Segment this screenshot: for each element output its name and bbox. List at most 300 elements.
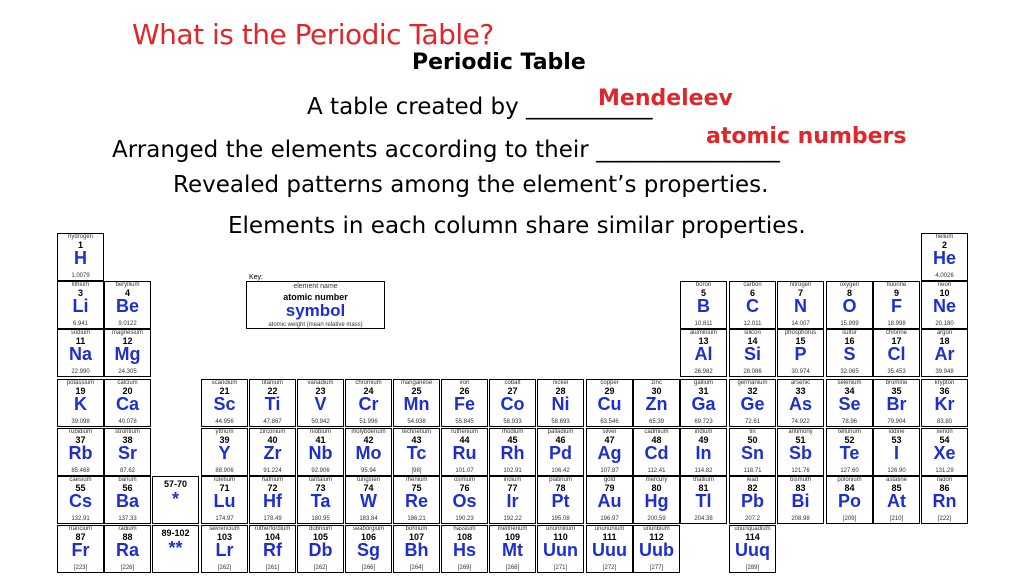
element-cell-te (826, 428, 873, 476)
atomic-number: 49 (698, 435, 709, 445)
element-cell-cd (633, 428, 680, 476)
atomic-weight: 10.811 (694, 321, 713, 327)
element-symbol: As (788, 394, 812, 414)
atomic-weight: 72.61 (744, 419, 760, 425)
element-name: iron (459, 380, 470, 386)
atomic-number: 36 (939, 386, 950, 396)
element-cell-c (729, 281, 776, 329)
atomic-number: 107 (408, 532, 425, 542)
atomic-number: 45 (507, 435, 518, 445)
atomic-weight: [266] (361, 565, 376, 571)
element-name: tellurium (838, 429, 861, 435)
atomic-number: 42 (363, 435, 374, 445)
element-name: ununnilium (545, 526, 576, 532)
atomic-weight: [271] (553, 565, 568, 571)
element-symbol: Uun (543, 540, 578, 560)
atomic-number: 80 (651, 483, 662, 493)
atomic-weight: 137.33 (118, 516, 137, 522)
element-name: bromine (885, 380, 908, 386)
atomic-number: 14 (747, 336, 758, 346)
element-symbol: Rn (932, 491, 957, 511)
atomic-number: 20 (122, 386, 133, 396)
element-name: polonium (837, 477, 862, 483)
element-symbol: Br (886, 394, 907, 414)
element-symbol: Au (597, 491, 622, 511)
element-cell-ta (297, 476, 344, 524)
atomic-weight: 54.938 (407, 419, 426, 425)
actinide-range: 89-102 (161, 528, 190, 538)
element-symbol: N (794, 296, 807, 316)
atomic-number: 78 (555, 483, 566, 493)
element-cell-ar (921, 329, 968, 377)
atomic-number: 22 (267, 386, 278, 396)
element-name: rubidium (68, 429, 92, 435)
element-symbol: Hg (644, 491, 669, 511)
element-name: boron (695, 282, 712, 288)
element-cell-n (777, 281, 824, 329)
element-cell-hs (441, 525, 488, 573)
element-symbol: V (314, 394, 327, 414)
element-name: lead (746, 477, 759, 483)
atomic-weight: 74.922 (791, 419, 810, 425)
element-symbol: Bh (404, 540, 429, 560)
atomic-number: 87 (75, 532, 86, 542)
element-name: astatine (885, 477, 907, 483)
element-name: nickel (552, 380, 569, 386)
atomic-number: 82 (747, 483, 758, 493)
atomic-number: 106 (360, 532, 377, 542)
element-symbol: Ni (551, 394, 570, 414)
element-symbol: Be (115, 296, 139, 316)
atomic-weight: [264] (409, 565, 424, 571)
element-name: manganese (400, 380, 433, 386)
element-symbol: Sr (117, 443, 137, 463)
bullet-columns: Elements in each column share similar properties. (228, 213, 806, 239)
atomic-number: 43 (411, 435, 422, 445)
atomic-weight: 192.22 (503, 516, 522, 522)
element-name: phosphorus (784, 330, 817, 336)
atomic-number: 74 (363, 483, 374, 493)
element-cell-ca (104, 379, 151, 427)
element-cell-lr (201, 525, 248, 573)
element-name: calcium (117, 380, 138, 386)
atomic-weight: 114.82 (694, 468, 713, 474)
element-cell-br (873, 379, 920, 427)
atomic-weight: 85.468 (71, 468, 90, 474)
answer-mendeleev: Mendeleev (598, 86, 733, 111)
element-symbol: F (891, 296, 902, 316)
element-cell-uuu (586, 525, 633, 573)
element-symbol: Xe (933, 443, 956, 463)
element-name: ununbium (643, 526, 670, 532)
lanthanide-range: 57-70 (163, 479, 188, 489)
element-symbol: In (695, 443, 712, 463)
atomic-number: 16 (844, 336, 855, 346)
atomic-weight: 30.974 (791, 369, 810, 375)
element-symbol: Ba (115, 491, 139, 511)
atomic-number: 55 (75, 483, 86, 493)
element-name: rhodium (501, 429, 524, 435)
element-symbol: At (887, 491, 906, 511)
atomic-number: 27 (507, 386, 518, 396)
element-cell-k (57, 379, 104, 427)
atomic-weight: 12.011 (743, 321, 762, 327)
element-cell-uuq (729, 525, 776, 573)
element-name: silver (602, 429, 617, 435)
element-symbol: Os (452, 491, 477, 511)
element-cell-in (680, 428, 727, 476)
atomic-number: 41 (315, 435, 326, 445)
element-symbol: C (746, 296, 759, 316)
element-name: ununquadium (734, 526, 771, 532)
atomic-number: 81 (698, 483, 709, 493)
atomic-number: 108 (456, 532, 473, 542)
atomic-number: 34 (844, 386, 855, 396)
bullet-patterns: Revealed patterns among the element’s properties. (173, 172, 769, 198)
element-cell-ga (680, 379, 727, 427)
element-symbol: Mg (114, 344, 141, 364)
element-cell-p (777, 329, 824, 377)
element-symbol: Ge (740, 394, 765, 414)
element-symbol: Ga (691, 394, 716, 414)
atomic-weight: [277] (649, 565, 664, 571)
key-symbol: symbol (285, 301, 346, 320)
atomic-number: 21 (219, 386, 230, 396)
atomic-number: 56 (122, 483, 133, 493)
atomic-weight: 47.867 (263, 419, 282, 425)
atomic-number: 112 (649, 532, 664, 542)
element-name: arsenic (790, 380, 811, 386)
atomic-weight: 39.948 (935, 369, 954, 375)
element-name: ruthenium (451, 429, 478, 435)
atomic-weight: [272] (602, 565, 617, 571)
element-cell-li (57, 281, 104, 329)
element-cell-bi (777, 476, 824, 524)
atomic-number: 5 (700, 288, 706, 298)
element-symbol: Ca (115, 394, 139, 414)
element-symbol: P (794, 344, 807, 364)
element-symbol: Sg (356, 540, 380, 560)
element-symbol: Uub (639, 540, 674, 560)
element-cell-hg (633, 476, 680, 524)
element-name: hassium (453, 526, 476, 532)
atomic-weight: 39.098 (71, 419, 90, 425)
atomic-number: 48 (651, 435, 662, 445)
element-name: strontium (115, 429, 140, 435)
atomic-weight: 51.996 (359, 419, 378, 425)
element-name: indium (694, 429, 713, 435)
element-name: sodium (70, 330, 91, 336)
atomic-weight: 65.39 (648, 419, 664, 425)
atomic-weight: 132.91 (71, 516, 90, 522)
element-symbol: Ru (452, 443, 477, 463)
atomic-number: 47 (604, 435, 615, 445)
atomic-weight: [222] (937, 516, 952, 522)
element-name: seaborgium (352, 526, 385, 532)
atomic-number: 51 (795, 435, 806, 445)
element-name: lawrencium (209, 526, 240, 532)
bullet-arranged: Arranged the elements according to their ________________ (112, 137, 781, 163)
element-symbol: Sc (213, 394, 236, 414)
element-name: tantalum (308, 477, 332, 483)
element-symbol: O (842, 296, 857, 316)
element-cell-b (680, 281, 727, 329)
atomic-weight: 28.086 (743, 369, 762, 375)
element-cell-pd (537, 428, 584, 476)
element-name: radon (936, 477, 953, 483)
atomic-number: 28 (555, 386, 566, 396)
element-symbol: Fe (453, 394, 475, 414)
element-symbol: He (932, 248, 956, 268)
atomic-number: 54 (939, 435, 950, 445)
element-symbol: Ar (934, 344, 955, 364)
element-name: beryllium (115, 282, 140, 288)
atomic-number: 31 (698, 386, 709, 396)
element-name: radium (118, 526, 137, 532)
actinide-marker (152, 525, 199, 573)
element-name: argon (936, 330, 953, 336)
atomic-weight: 91.224 (263, 468, 282, 474)
element-name: francium (68, 526, 92, 532)
element-name: tungsten (356, 477, 381, 483)
atomic-number: 29 (604, 386, 615, 396)
element-name: cadmium (644, 429, 669, 435)
element-symbol: Ti (264, 394, 281, 414)
atomic-weight: 204.38 (694, 516, 713, 522)
element-symbol: Te (839, 443, 860, 463)
atomic-number: 39 (219, 435, 230, 445)
atomic-weight: 106.42 (551, 468, 570, 474)
atomic-weight: [210] (889, 516, 904, 522)
element-name: zirconium (259, 429, 286, 435)
atomic-weight: 55.845 (455, 419, 474, 425)
element-cell-bh (393, 525, 440, 573)
element-cell-al (680, 329, 727, 377)
element-symbol: Cs (68, 491, 92, 511)
atomic-weight: 58.933 (503, 419, 522, 425)
element-cell-h (57, 233, 104, 281)
element-symbol: I (893, 443, 899, 463)
atomic-weight: 32.065 (840, 369, 859, 375)
element-name: titanium (261, 380, 283, 386)
element-cell-y (201, 428, 248, 476)
atomic-weight: 195.08 (551, 516, 570, 522)
atomic-number: 9 (893, 288, 899, 298)
atomic-number: 103 (216, 532, 233, 542)
element-cell-sg (345, 525, 392, 573)
element-cell-kr (921, 379, 968, 427)
element-name: meitnerium (497, 526, 528, 532)
element-cell-ti (249, 379, 296, 427)
element-cell-se (826, 379, 873, 427)
atomic-weight: 102.91 (503, 468, 522, 474)
element-name: germanium (737, 380, 768, 386)
atomic-weight: 44.956 (215, 419, 234, 425)
element-symbol: Pd (548, 443, 572, 463)
element-symbol: Pb (740, 491, 764, 511)
atomic-weight: [223] (73, 565, 88, 571)
element-cell-sb (777, 428, 824, 476)
element-symbol: Mo (355, 443, 382, 463)
element-name: potassium (66, 380, 95, 386)
element-cell-rf (249, 525, 296, 573)
atomic-weight: 88.906 (215, 468, 234, 474)
element-symbol: Db (308, 540, 333, 560)
atomic-weight: 50.942 (311, 419, 330, 425)
element-name: rhenium (405, 477, 428, 483)
atomic-number: 30 (651, 386, 662, 396)
atomic-weight: 92.906 (311, 468, 330, 474)
element-cell-cs (57, 476, 104, 524)
element-symbol: Ne (932, 296, 956, 316)
atomic-number: 105 (312, 532, 329, 542)
element-cell-rb (57, 428, 104, 476)
element-cell-ba (104, 476, 151, 524)
atomic-weight: 22.990 (71, 369, 90, 375)
element-cell-cu (586, 379, 633, 427)
atomic-weight: 131.29 (935, 468, 954, 474)
atomic-weight: 24.305 (118, 369, 137, 375)
atomic-number: 38 (122, 435, 133, 445)
atomic-number: 72 (267, 483, 278, 493)
element-name: yttrium (215, 429, 234, 435)
atomic-weight: 207.2 (744, 516, 760, 522)
element-name: cobalt (504, 380, 521, 386)
element-symbol: Bi (791, 491, 810, 511)
element-cell-i (873, 428, 920, 476)
element-cell-mn (393, 379, 440, 427)
atomic-number: 104 (264, 532, 281, 542)
element-name: silicon (744, 330, 761, 336)
element-cell-o (826, 281, 873, 329)
element-name: oxygen (839, 282, 860, 288)
element-cell-na (57, 329, 104, 377)
atomic-number: 85 (891, 483, 902, 493)
atomic-number: 13 (698, 336, 709, 346)
atomic-weight: 178.49 (263, 516, 282, 522)
atomic-number: 2 (941, 240, 947, 250)
element-cell-ru (441, 428, 488, 476)
element-cell-mo (345, 428, 392, 476)
element-name: antimony (788, 429, 813, 435)
atomic-number: 84 (844, 483, 855, 493)
atomic-weight: [261] (265, 565, 280, 571)
atomic-weight: 200.59 (647, 516, 666, 522)
atomic-number: 83 (795, 483, 806, 493)
atomic-number: 26 (459, 386, 470, 396)
element-name: palladium (547, 429, 574, 435)
atomic-weight: 20.180 (935, 321, 954, 327)
atomic-number: 15 (795, 336, 806, 346)
element-symbol: Rf (263, 540, 282, 560)
atomic-number: 73 (315, 483, 326, 493)
element-symbol: Sn (740, 443, 764, 463)
atomic-weight: 186.21 (407, 516, 426, 522)
atomic-number: 25 (411, 386, 422, 396)
key-label: Key: (249, 274, 264, 281)
element-symbol: Ir (506, 491, 519, 511)
element-symbol: Cu (597, 394, 622, 414)
element-cell-fr (57, 525, 104, 573)
element-name: chlorine (885, 330, 907, 336)
element-cell-sr (104, 428, 151, 476)
element-symbol: K (74, 394, 87, 414)
actinide-asterisk: ** (168, 538, 183, 558)
element-cell-mg (104, 329, 151, 377)
atomic-number: 40 (267, 435, 278, 445)
element-cell-rn (921, 476, 968, 524)
element-cell-ne (921, 281, 968, 329)
element-symbol: Lu (213, 491, 236, 511)
element-name: sulfur (842, 330, 857, 336)
element-symbol: Uuq (735, 540, 770, 560)
element-cell-lu (201, 476, 248, 524)
element-cell-ge (729, 379, 776, 427)
answer-atomic-numbers: atomic numbers (706, 124, 907, 149)
element-cell-cr (345, 379, 392, 427)
element-name: lithium (71, 282, 90, 288)
element-cell-as (777, 379, 824, 427)
element-symbol: Lr (215, 540, 234, 560)
element-name: fluorine (886, 282, 907, 288)
atomic-number: 114 (745, 532, 760, 542)
key-atomic-number: atomic number (283, 292, 348, 302)
atomic-number: 52 (844, 435, 855, 445)
atomic-weight: 4.0026 (935, 273, 954, 279)
atomic-number: 76 (459, 483, 470, 493)
element-cell-nb (297, 428, 344, 476)
element-name: nitrogen (789, 282, 812, 288)
atomic-weight: 180.95 (311, 516, 330, 522)
atomic-number: 35 (891, 386, 902, 396)
atomic-weight: 26.982 (694, 369, 713, 375)
element-cell-au (586, 476, 633, 524)
element-cell-fe (441, 379, 488, 427)
lanthanide-marker (152, 476, 199, 524)
element-symbol: Ag (597, 443, 622, 463)
atomic-number: 75 (411, 483, 422, 493)
atomic-number: 110 (553, 532, 568, 542)
atomic-weight: 183.84 (359, 516, 378, 522)
atomic-weight: 63.546 (600, 419, 619, 425)
element-name: technetium (401, 429, 432, 435)
atomic-weight: 118.71 (743, 468, 762, 474)
element-cell-v (297, 379, 344, 427)
element-symbol: Cl (887, 344, 906, 364)
atomic-weight: 1.0079 (71, 273, 90, 279)
element-name: hafnium (261, 477, 284, 483)
element-cell-ra (104, 525, 151, 573)
element-symbol: B (697, 296, 710, 316)
element-name: selenium (837, 380, 862, 386)
atomic-weight: 18.998 (887, 321, 906, 327)
atomic-number: 86 (939, 483, 950, 493)
atomic-number: 8 (846, 288, 852, 298)
element-name: molybdenum (351, 429, 386, 435)
element-name: niobium (309, 429, 331, 435)
atomic-weight: 15.999 (840, 321, 859, 327)
element-name: platinum (549, 477, 572, 483)
element-name: thallium (693, 477, 714, 483)
element-symbol: Re (404, 491, 428, 511)
atomic-weight: 121.76 (791, 468, 810, 474)
element-symbol: Tl (695, 491, 712, 511)
atomic-weight: 9.0122 (118, 321, 137, 327)
element-name: unununium (594, 526, 625, 532)
atomic-weight: [289] (745, 565, 760, 571)
atomic-weight: 79.904 (887, 419, 906, 425)
atomic-weight: [268] (505, 565, 520, 571)
